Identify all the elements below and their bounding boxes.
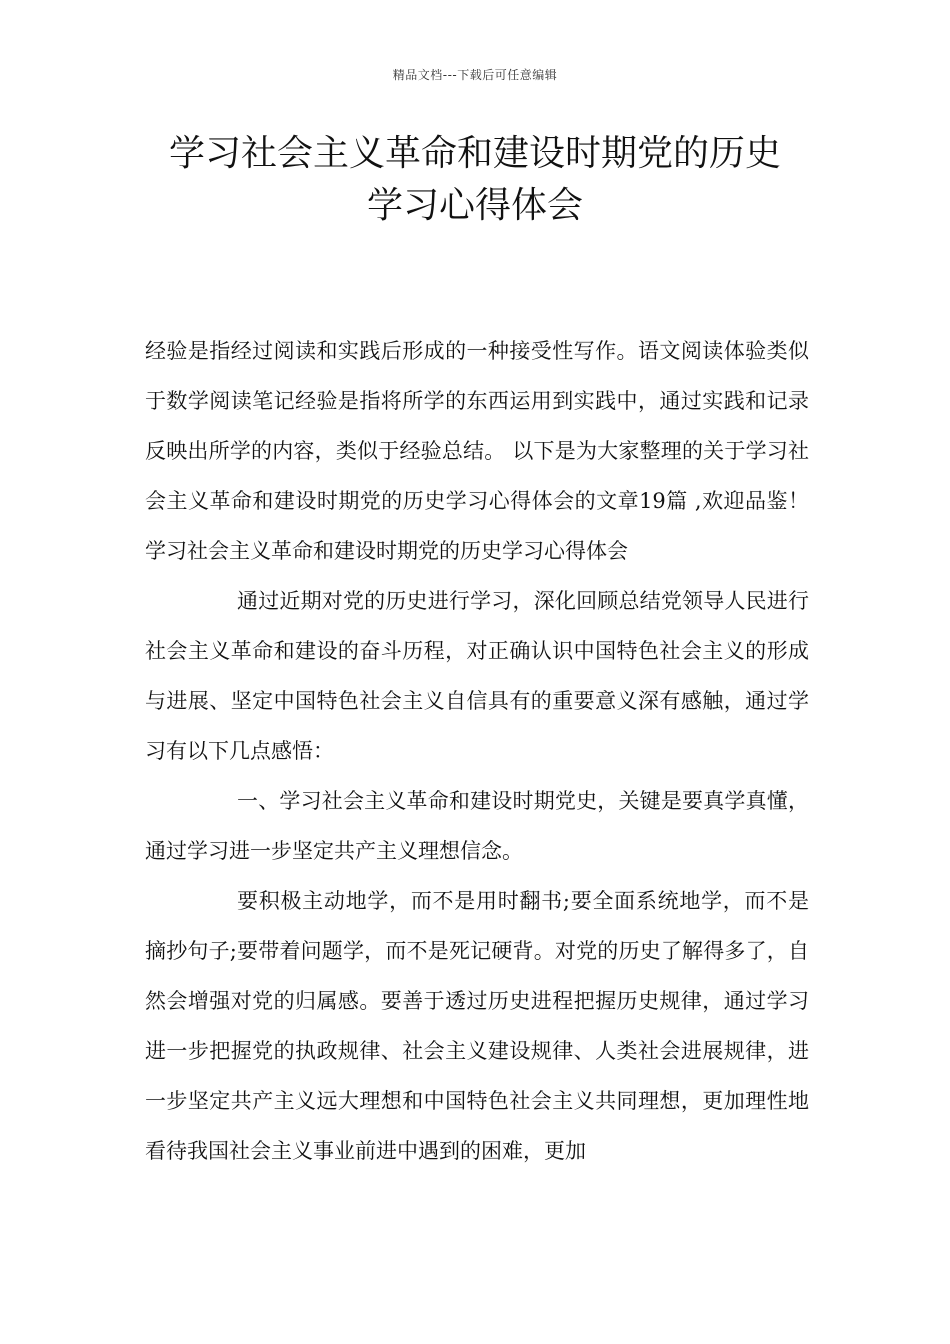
document-title [100,128,850,232]
paragraph-2: 通过近期对党的历史进行学习，深化回顾总结党领导人民进行社会主义革命和建设的奋斗历程，对正确认识中国特色社会主义的形成与进展、坚定中国特色社会主义自信具有的重要意义深有感触，通过学习有以下几点感悟： [145,589,809,763]
paragraph-4: 要积极主动地学，而不是用时翻书;要全面系统地学，而不是摘抄句子;要带着问题学，而不是死记硬背。对党的历史了解得多了，自然会增强对党的归属感。要善于透过历史进程把握历史规律，通过学习进一步把握党的执政规律、社会主义建设规律、人类社会进展规律，进一步坚定共产主义远大理想和中国特色社会主义共同理想，更加理性地看待我国社会主义事业前进中遇到的困难，更加 [145,889,809,1163]
header-note: 精品文档---下载后可任意编辑 [392,68,558,82]
title-line-1: 学习社会主义革命和建设时期党的历史 [168,133,781,174]
paragraph-intro: 经验是指经过阅读和实践后形成的一种接受性写作。语文阅读体验类似于数学阅读笔记经验是指将所学的东西运用到实践中，通过实践和记录反映出所学的内容，类似于经验总结。 以下是为大家整理的关于学习社会主义革命和建设时期党的历史学习心得体会的文章19篇 ,欢迎品鉴！学习社会主义革命和建设时期党的历史学习心得体会 [145,339,809,563]
title-line-2: 学习心得体会 [366,185,583,226]
paragraph-section-1-heading: 一、学习社会主义革命和建设时期党史，关键是要真学真懂，通过学习进一步坚定共产主义理想信念。 [145,789,809,863]
document-body [145,326,809,1176]
